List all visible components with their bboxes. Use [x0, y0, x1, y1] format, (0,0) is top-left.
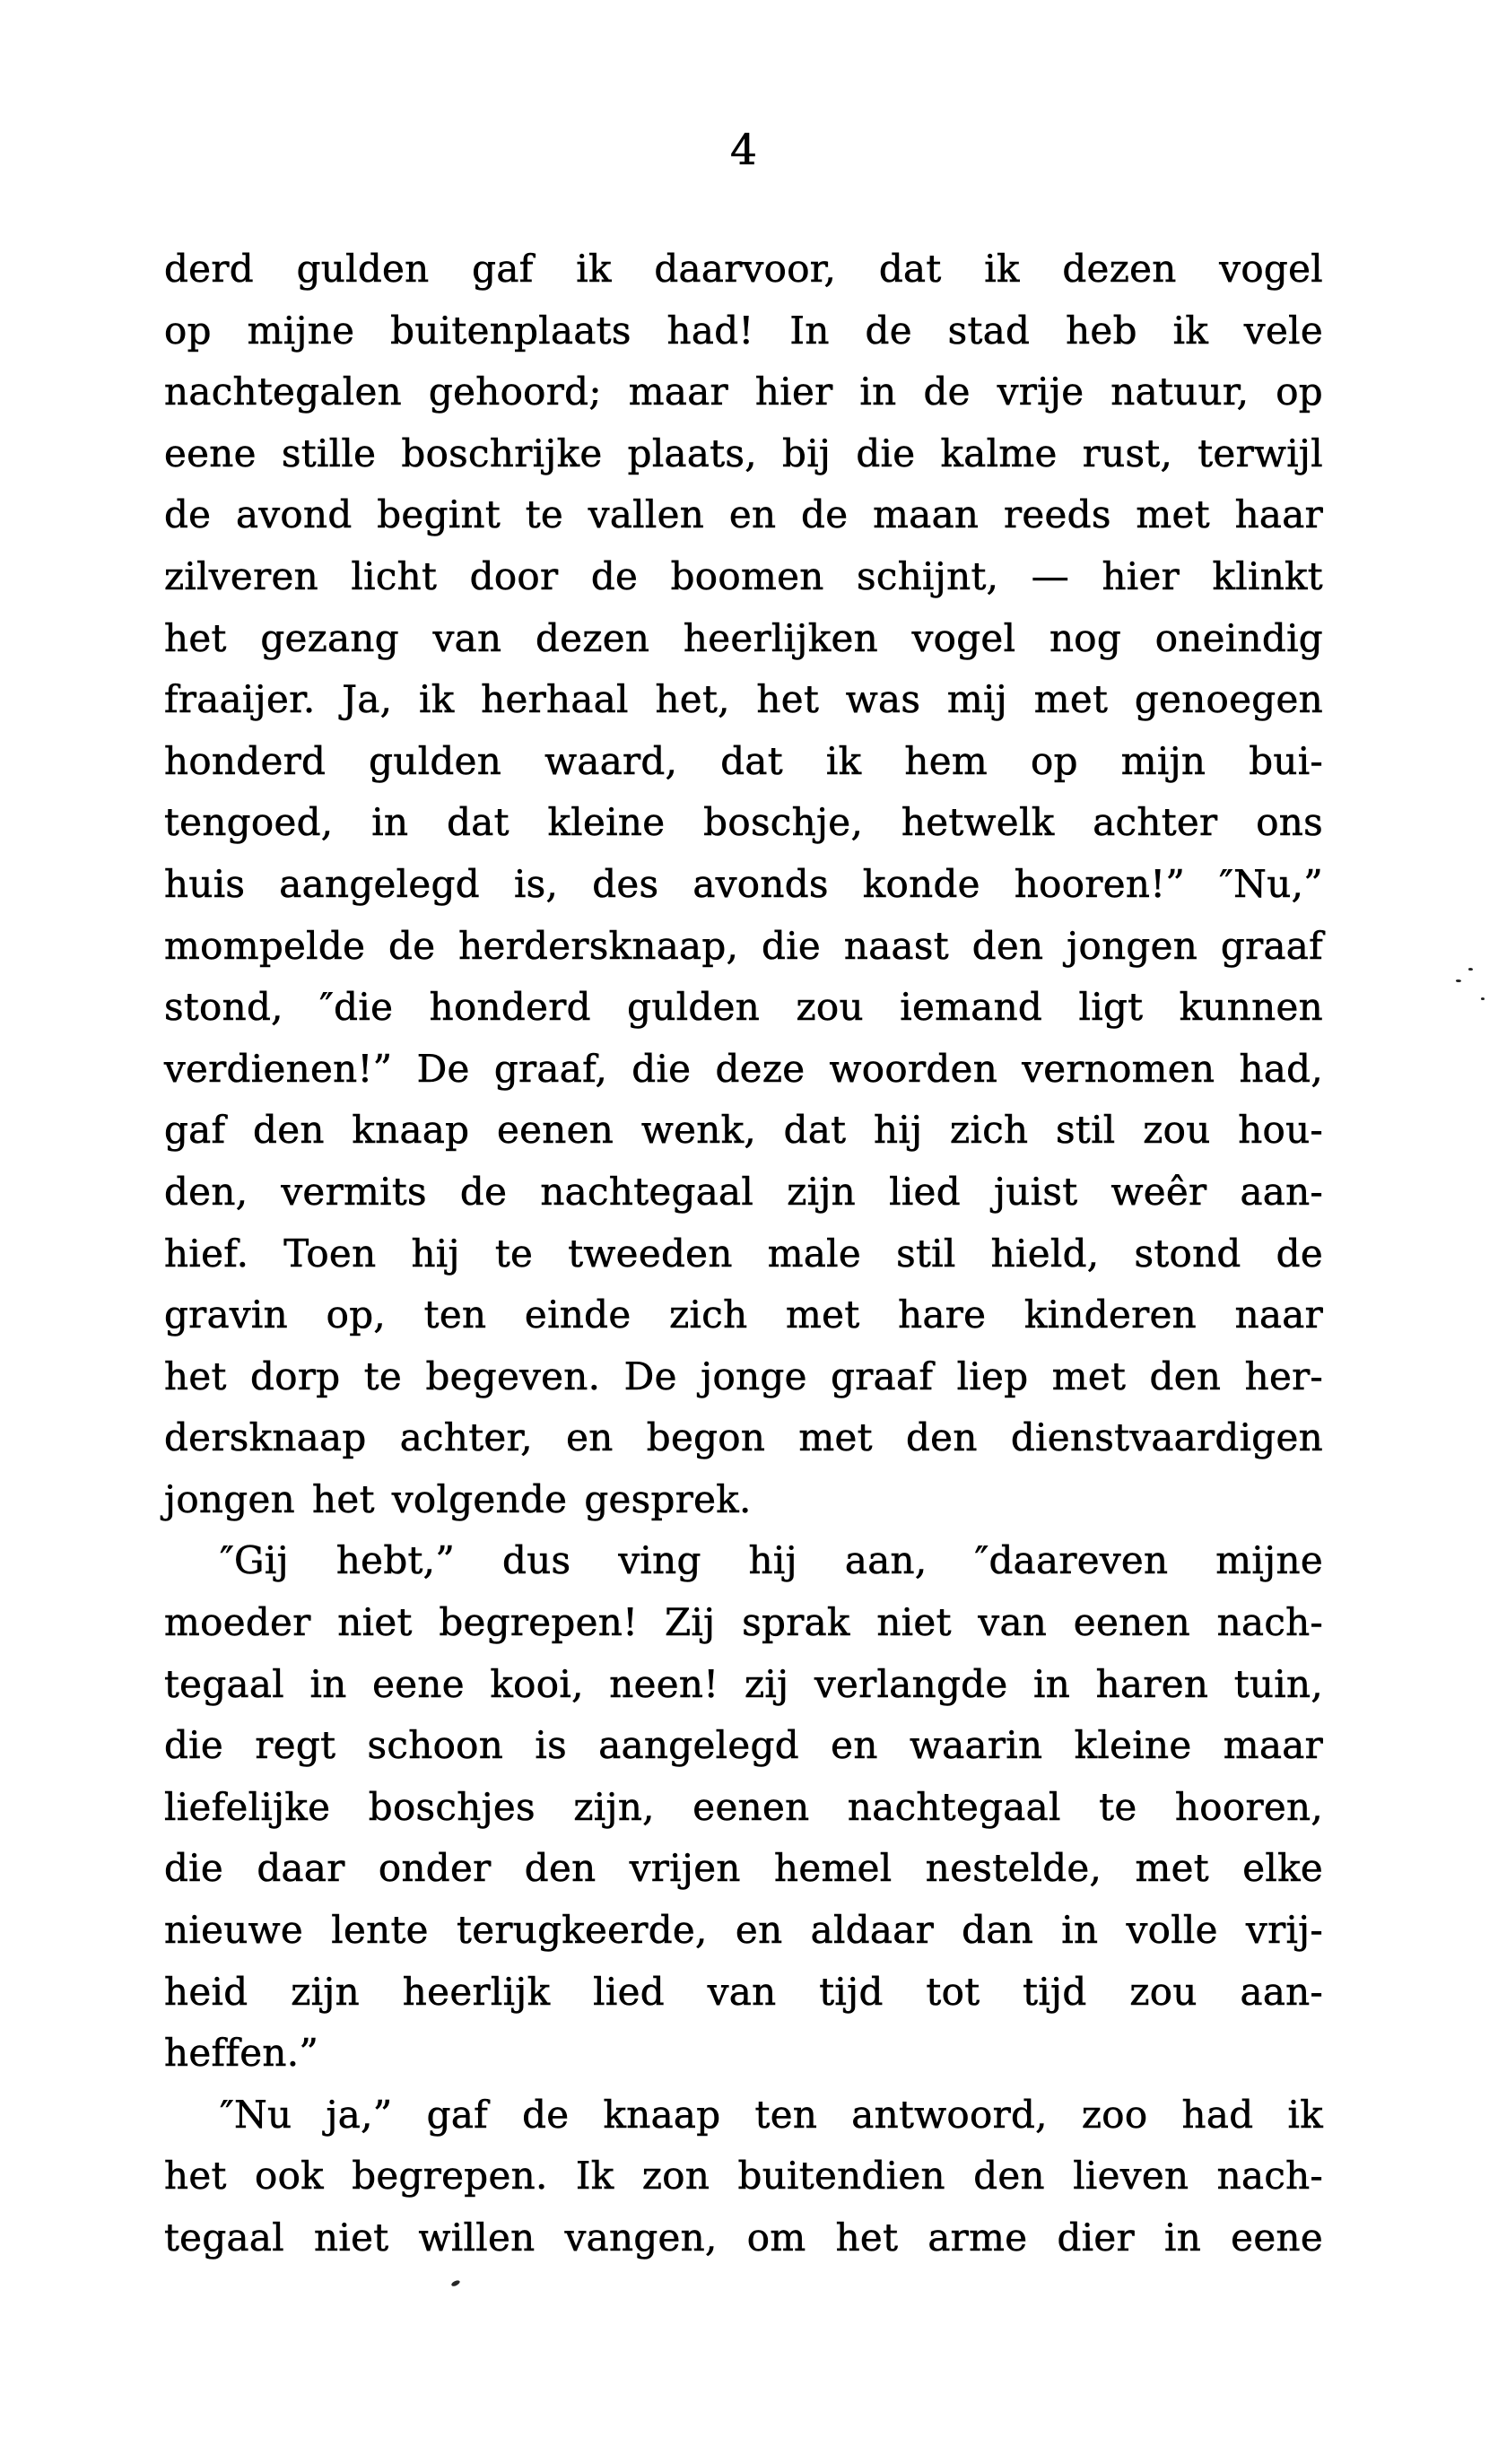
text-line: den, vermits de nachtegaal zijn lied juist weêr aan-	[164, 1169, 1323, 1214]
text-block	[164, 239, 1323, 2269]
text-line: mompelde de herdersknaap, die naast den jongen graaf	[164, 923, 1323, 968]
text-line: het ook begrepen. Ik zon buitendien den lieven nach-	[164, 2154, 1323, 2198]
text-line: de avond begint te vallen en de maan reeds met haar	[164, 492, 1323, 537]
text-line: gravin op, ten einde zich met hare kinderen naar	[164, 1293, 1323, 1337]
text-line: op mijne buitenplaats had! In de stad heb ik vele	[164, 308, 1323, 353]
text-line: fraaijer. Ja, ik herhaal het, het was mij met genoegen	[164, 677, 1323, 722]
text-line: die regt schoon is aangelegd en waarin kleine maar	[164, 1723, 1323, 1768]
text-line: tegaal in eene kooi, neen! zij verlangde in haren tuin,	[164, 1661, 1323, 1706]
text-line: derd gulden gaf ik daarvoor, dat ik dezen vogel	[164, 247, 1323, 291]
scan-speck	[1468, 968, 1473, 971]
text-line: heffen.”	[164, 2031, 319, 2076]
text-line: tegaal niet willen vangen, om het arme dier in eene	[164, 2216, 1323, 2259]
text-line: honderd gulden waard, dat ik hem op mijn bui-	[164, 738, 1323, 783]
scan-speck	[450, 2279, 460, 2287]
text-line: heid zijn heerlijk lied van tijd tot tijd zou aan-	[164, 1969, 1323, 2014]
scan-speck	[1456, 980, 1461, 982]
text-line: tengoed, in dat kleine boschje, hetwelk achter ons	[164, 800, 1323, 845]
text-line: moeder niet begrepen! Zij sprak niet van eenen nach-	[164, 1600, 1323, 1645]
text-line: verdienen!” De graaf, die deze woorden vernomen had,	[164, 1046, 1323, 1091]
text-line: ″Gij hebt,” dus ving hij aan, ″daareven mijne	[220, 1538, 1323, 1583]
text-line: liefelijke boschjes zijn, eenen nachtegaal te hooren,	[164, 1784, 1323, 1829]
text-line: stond, ″die honderd gulden zou iemand ligt kunnen	[164, 985, 1323, 1030]
text-line: eene stille boschrijke plaats, bij die kalme rust, terwijl	[164, 431, 1323, 475]
page-number: 4	[730, 126, 757, 175]
text-line: ″Nu ja,” gaf de knaap ten antwoord, zoo had ik	[220, 2092, 1323, 2137]
text-line: dersknaap achter, en begon met den dienstvaardigen	[164, 1415, 1323, 1460]
text-line: nachtegalen gehoord; maar hier in de vrije natuur, op	[164, 370, 1323, 414]
text-line: het dorp te begeven. De jonge graaf liep met den her-	[164, 1354, 1323, 1398]
text-line: hief. Toen hij te tweeden male stil hield, stond de	[164, 1231, 1323, 1276]
text-line: nieuwe lente terugkeerde, en aldaar dan in volle vrij-	[164, 1908, 1323, 1953]
text-line: gaf den knaap eenen wenk, dat hij zich stil zou hou-	[164, 1108, 1323, 1153]
text-line: het gezang van dezen heerlijken vogel nog oneindig	[164, 615, 1323, 660]
text-line: jongen het volgende gesprek.	[164, 1476, 752, 1521]
text-line: huis aangelegd is, des avonds konde hooren!” ″Nu,”	[164, 861, 1323, 906]
text-line: die daar onder den vrijen hemel nestelde, met elke	[164, 1846, 1323, 1891]
scan-speck	[1481, 997, 1485, 1000]
text-line: zilveren licht door de boomen schijnt, — hier klinkt	[164, 553, 1323, 598]
